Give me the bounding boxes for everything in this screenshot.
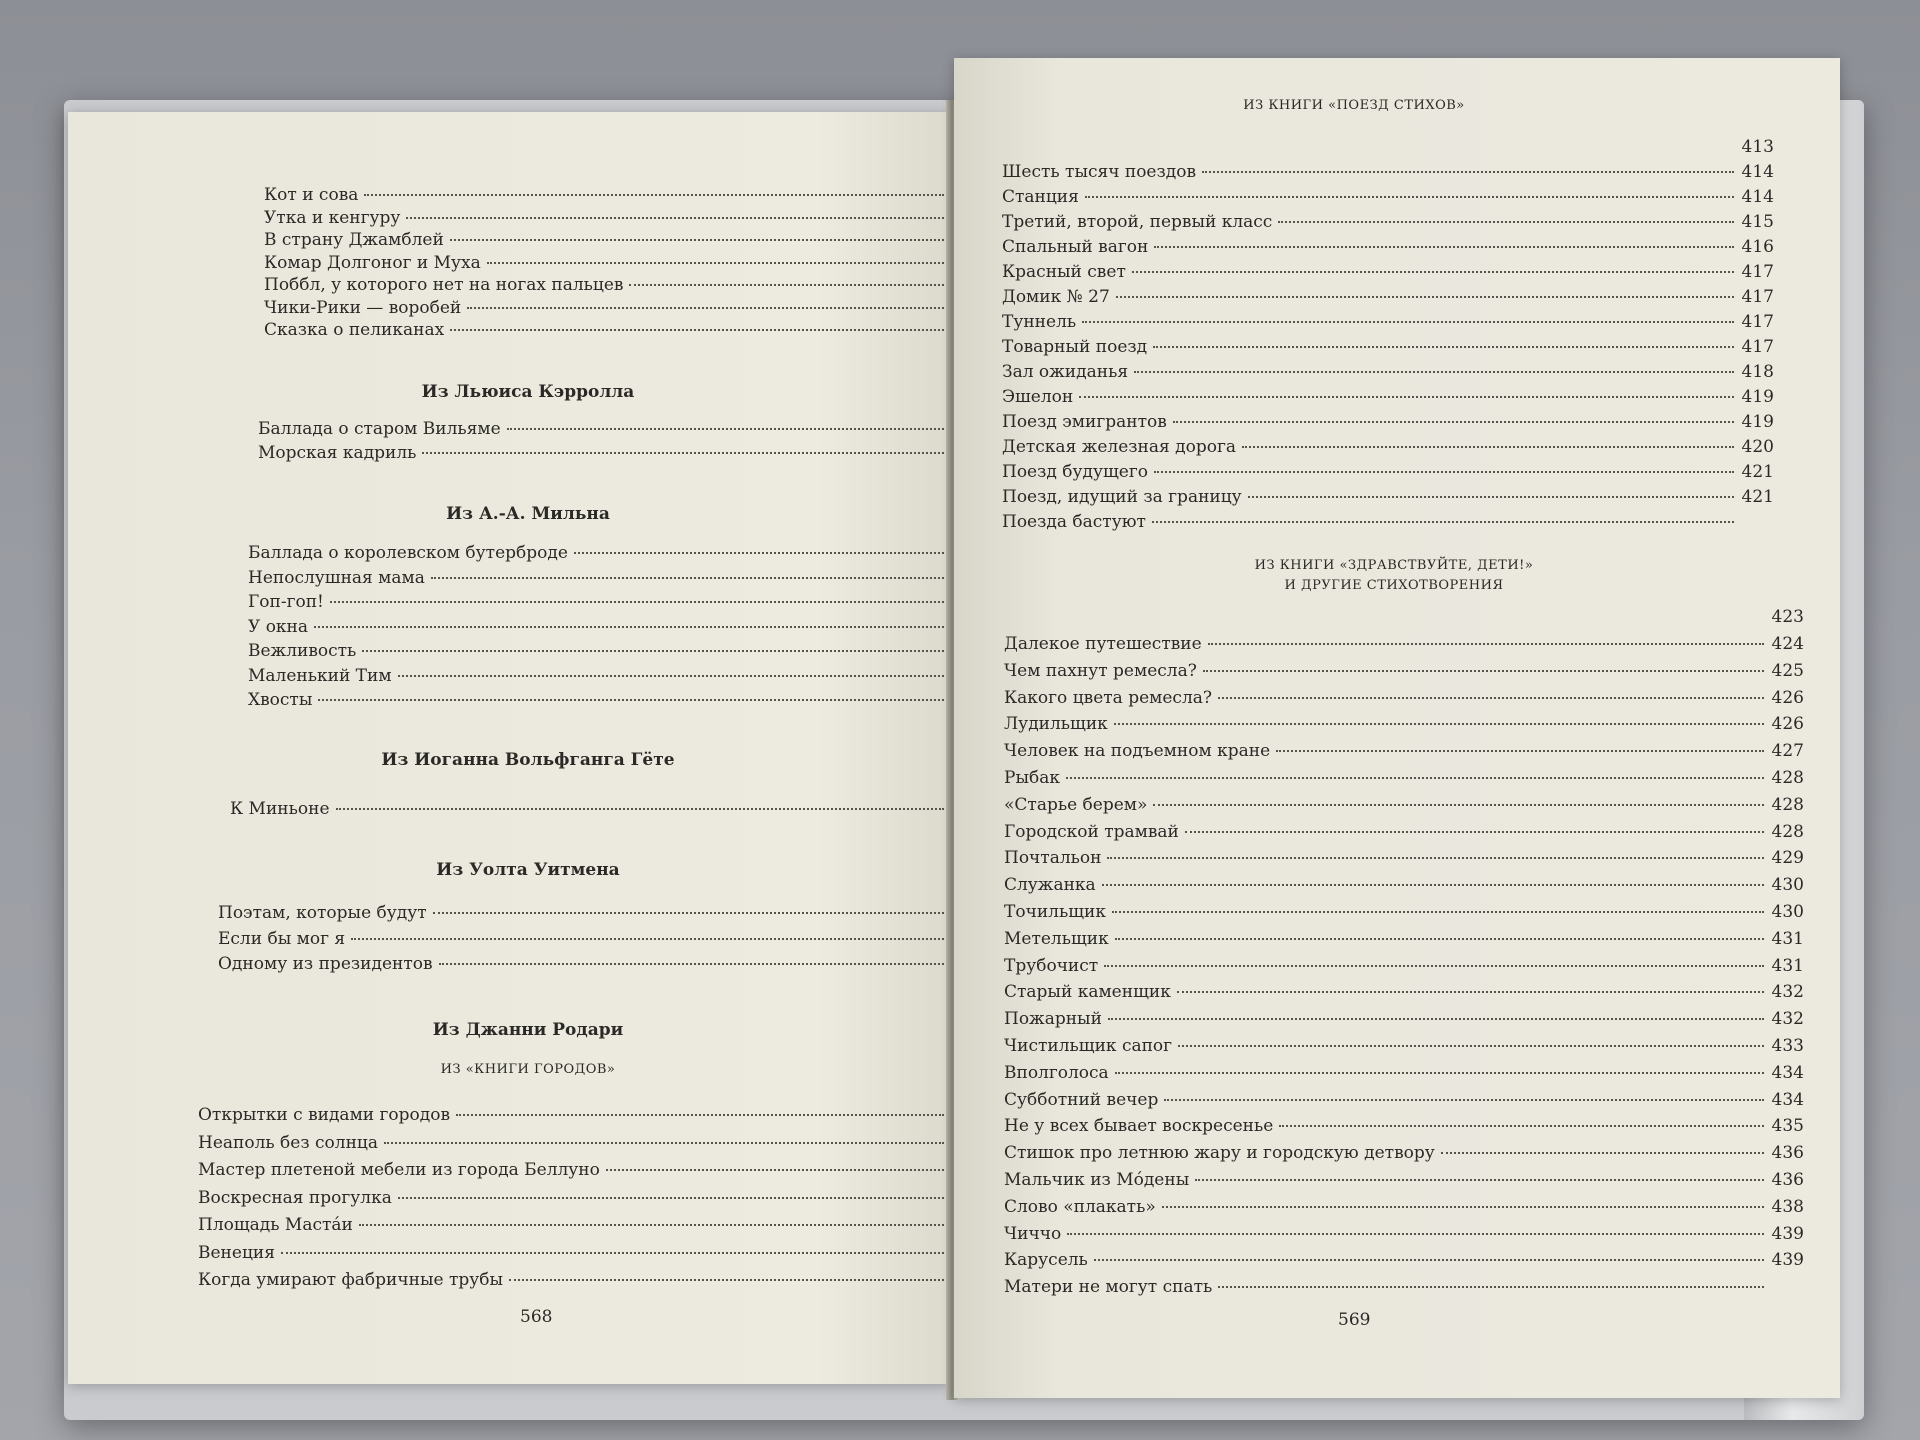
toc-entry-page: 428 [1771,768,1804,788]
toc-entry [1002,361,1774,383]
toc-entry-title: Когда умирают фабричные трубы [198,1270,503,1290]
toc-entry [1002,286,1774,308]
toc-entry-title: Поббл, у которого нет на ногах пальцев [264,275,624,295]
toc-entry-page: 420 [1741,437,1774,457]
toc-entry-title: Эшелон [1002,387,1074,407]
toc-entry [248,640,984,662]
toc-entry [264,229,984,251]
toc-entry [248,567,984,589]
toc-leader-dots [422,451,944,454]
toc-leader-dots [1153,345,1734,348]
toc-entry [248,542,984,564]
toc-entry-page: 417 [1741,337,1774,357]
toc-leader-dots [1185,830,1764,833]
right-page [954,58,1840,1398]
toc-leader-dots [359,1223,944,1226]
toc-leader-dots [1107,856,1764,859]
toc-leader-dots [1242,445,1734,448]
section-heading-rodari: Из Джанни Родари [432,1020,624,1040]
toc-entry-page: 432 [1771,982,1804,1003]
toc-entry-page: 426 [1771,714,1804,735]
toc-entry-page: 436 [1771,1143,1804,1164]
toc-entry-title: Поезд будущего [1002,462,1148,482]
toc-entry-title: Пожарный [1004,1009,1102,1030]
toc-entry [198,1187,984,1209]
toc-top-page-number: 413 [1741,137,1774,157]
toc-entry-title: Неаполь без солнца [198,1132,378,1153]
toc-entry-title: Поэтам, которые будут [218,903,427,923]
toc-leader-dots [398,674,944,677]
toc-leader-dots [433,911,944,914]
toc-leader-dots [1203,669,1764,672]
toc-entry [1004,660,1804,682]
toc-entry-title: Воскресная прогулка [198,1187,392,1208]
toc-entry-title: В страну Джамблей [264,230,444,250]
toc-leader-dots [574,551,944,554]
toc-entry-title: К Миньоне [230,799,330,819]
toc-entry-page: 416 [1741,237,1774,257]
toc-entry [1004,633,1804,655]
toc-entry [1004,1035,1804,1057]
toc-entry-title: Чики-Рики — воробей [264,297,462,318]
toc-entry-page: 428 [1771,794,1804,815]
toc-entry-page: 425 [1771,660,1804,681]
toc-entry-page: 439 [1771,1223,1804,1244]
toc-leader-dots [1132,270,1734,273]
toc-entry [258,442,984,464]
toc-leader-dots [1066,776,1764,779]
toc-entry-title: Рыбак [1004,768,1060,788]
toc-leader-dots [606,1168,944,1171]
toc-leader-dots [456,1113,944,1116]
toc-entry-title: Третий, второй, первый класс [1002,212,1273,232]
toc-leader-dots [384,1141,944,1144]
toc-entry-page: 421 [1741,487,1774,507]
toc-entry [1004,981,1804,1003]
toc-leader-dots [1134,370,1734,373]
toc-leader-dots [398,1196,944,1199]
toc-entry-title: Если бы мог я [218,928,346,949]
toc-entry-title: Баллада о старом Вильяме [258,419,501,439]
toc-entry [1004,1089,1804,1111]
toc-entry [218,928,984,950]
toc-leader-dots [629,283,944,286]
toc-entry-title: Домик № 27 [1002,287,1110,307]
toc-entry-page: 435 [1771,1116,1804,1137]
toc-entry [1004,847,1804,869]
toc-entry [198,1132,984,1154]
toc-entry-title: Служанка [1004,875,1096,896]
toc-leader-dots [1114,722,1764,725]
toc-entry [264,319,984,341]
toc-entry-title: Стишок про летнюю жару и городскую детвору [1004,1143,1435,1164]
toc-leader-dots [1279,1124,1764,1127]
toc-entry-title: Матери не могут спать [1004,1277,1213,1298]
toc-entry-title: Непослушная мама [248,567,425,588]
section-heading-whitman: Из Уолта Уитмена [436,860,620,880]
toc-entry-title: Чем пахнут ремесла? [1004,660,1197,681]
toc-entry-title: Шесть тысяч поездов [1002,162,1197,182]
toc-entry-title: Баллада о королевском бутерброде [248,543,568,563]
toc-entry-page: 432 [1771,1009,1804,1030]
toc-entry [1004,901,1804,923]
toc-entry [1004,1115,1804,1137]
toc-entry [264,184,984,206]
toc-entry-title: Точильщик [1004,902,1106,922]
toc-entry-title: Поезд, идущий за границу [1002,487,1242,507]
page-number-right: 569 [1338,1310,1371,1330]
toc-entry-title: Мальчик из Мóдены [1004,1170,1190,1190]
toc-leader-dots [1164,1098,1764,1101]
page-number-left: 568 [520,1307,553,1327]
toc-entry-page: 428 [1771,821,1804,842]
toc-leader-dots [450,328,944,331]
toc-hello-top-page-number: 423 [1771,607,1804,627]
toc-entry-title: Поезда бастуют [1002,512,1146,532]
toc-entry [1004,928,1804,950]
toc-entry [1004,1223,1804,1245]
toc-entry-title: Комар Долгоног и Муха [264,252,481,273]
toc-leader-dots [1154,470,1734,473]
toc-leader-dots [1248,495,1734,498]
toc-entry-title: Далекое путешествие [1004,634,1202,654]
toc-entry-page: 419 [1741,387,1774,407]
running-head: ИЗ КНИГИ «ПОЕЗД СТИХОВ» [1243,98,1465,113]
toc-entry-title: Вполголоса [1004,1062,1109,1083]
toc-leader-dots [364,193,944,196]
toc-entry-title: У окна [248,616,309,637]
toc-entry [248,665,984,687]
toc-leader-dots [1218,696,1764,699]
section-subheading-hello-2: И ДРУГИЕ СТИХОТВОРЕНИЯ [1284,578,1504,593]
toc-leader-dots [1115,937,1764,940]
toc-leader-dots [450,238,944,241]
toc-entry-page: 417 [1741,262,1774,282]
toc-entry [1004,821,1804,843]
toc-entry [218,953,984,975]
toc-leader-dots [1218,1285,1764,1288]
toc-entry [1002,511,1774,533]
toc-entry [1004,1062,1804,1084]
toc-entry [1002,161,1774,183]
toc-entry [1004,794,1804,816]
toc-entry-title: Не у всех бывает воскресенье [1004,1116,1274,1137]
toc-leader-dots [1112,910,1764,913]
toc-entry-title: Гоп-гоп! [248,592,324,612]
toc-entry-page: 421 [1741,462,1774,482]
toc-leader-dots [1102,883,1764,886]
toc-entry-title: Хвосты [248,690,313,710]
toc-entry-page: 430 [1771,902,1804,922]
toc-entry [1004,1169,1804,1191]
toc-entry [198,1159,984,1181]
toc-leader-dots [1152,520,1734,523]
toc-leader-dots [1067,1232,1764,1235]
toc-leader-dots [1202,170,1734,173]
section-heading-carroll: Из Льюиса Кэрролла [421,382,635,402]
toc-entry-page: 431 [1771,955,1804,976]
toc-entry [264,297,984,319]
toc-entry-page: 431 [1771,928,1804,949]
toc-entry [1004,1008,1804,1030]
toc-entry-page: 433 [1771,1036,1804,1056]
toc-entry [264,252,984,274]
toc-entry [1002,411,1774,433]
toc-leader-dots [1085,195,1734,198]
toc-entry-page: 429 [1771,848,1804,869]
toc-entry-page: 417 [1741,312,1774,332]
toc-entry-title: Старый каменщик [1004,982,1171,1003]
toc-entry-title: Спальный вагон [1002,237,1149,257]
toc-entry [1004,1142,1804,1164]
section-heading-goethe: Из Иоганна Вольфганга Гёте [381,750,675,770]
toc-entry-title: Какого цвета ремесла? [1004,687,1213,708]
toc-entry [1002,261,1774,283]
toc-entry-title: Человек на подъемном кране [1004,741,1271,762]
toc-entry-page: 414 [1741,187,1774,207]
toc-entry-title: Городской трамвай [1004,821,1179,842]
toc-leader-dots [314,625,944,628]
toc-entry-title: Утка и кенгуру [264,207,401,228]
toc-leader-dots [1154,245,1734,248]
toc-leader-dots [362,649,944,652]
toc-entry [1002,211,1774,233]
toc-entry [218,902,984,924]
toc-entry-title: Вежливость [248,641,357,661]
toc-leader-dots [1195,1178,1764,1181]
toc-leader-dots [1162,1205,1764,1208]
toc-entry-page: 427 [1771,741,1804,762]
toc-entry-title: Мастер плетеной мебели из города Беллуно [198,1160,600,1180]
toc-leader-dots [1082,320,1734,323]
toc-entry-page: 436 [1771,1170,1804,1190]
toc-leader-dots [318,698,944,701]
toc-entry-page: 434 [1771,1062,1804,1083]
toc-entry [1002,386,1774,408]
toc-leader-dots [1094,1258,1764,1261]
toc-leader-dots [1278,220,1734,223]
toc-entry-page: 417 [1741,287,1774,307]
toc-entry [1004,713,1804,735]
toc-leader-dots [1115,1071,1764,1074]
toc-leader-dots [1108,1017,1764,1020]
toc-entry [264,207,984,229]
toc-entry-title: Чиччо [1004,1223,1062,1244]
toc-entry [1002,236,1774,258]
toc-entry [198,1104,984,1126]
toc-entry [1004,1276,1804,1298]
toc-entry-title: Слово «плакать» [1004,1196,1156,1217]
toc-entry-page: 426 [1771,687,1804,708]
toc-leader-dots [330,600,944,603]
toc-leader-dots [1079,395,1734,398]
toc-leader-dots [1177,990,1764,993]
toc-entry-title: Красный свет [1002,262,1126,282]
toc-entry-title: Площадь Мастáи [198,1215,353,1235]
toc-entry [1004,1249,1804,1271]
toc-entry-title: Венеция [198,1242,275,1263]
section-subheading-hello-1: ИЗ КНИГИ «ЗДРАВСТВУЙТЕ, ДЕТИ!» [1254,558,1534,573]
toc-entry-page: 424 [1771,634,1804,654]
toc-entry-title: Субботний вечер [1004,1089,1159,1110]
toc-entry-title: «Старье берем» [1004,794,1148,815]
toc-entry [248,689,984,711]
toc-entry [1004,740,1804,762]
toc-entry-page: 419 [1741,412,1774,432]
left-page [68,112,950,1384]
toc-leader-dots [431,576,944,579]
toc-leader-dots [467,306,944,309]
toc-leader-dots [1173,420,1734,423]
toc-entry-title: Кот и сова [264,185,359,205]
toc-leader-dots [439,962,944,965]
toc-entry [1002,186,1774,208]
toc-leader-dots [336,807,944,810]
toc-leader-dots [509,1278,944,1281]
toc-entry-page: 414 [1741,162,1774,182]
toc-entry-page: 415 [1741,212,1774,232]
toc-entry-page: 418 [1741,362,1774,382]
toc-entry [1004,955,1804,977]
toc-entry [248,591,984,613]
section-heading-milne: Из А.-А. Мильна [446,504,610,524]
toc-leader-dots [406,216,944,219]
toc-entry-title: Почтальон [1004,848,1102,869]
toc-entry-title: Сказка о пеликанах [264,320,445,340]
toc-entry [1004,687,1804,709]
toc-entry-title: Туннель [1002,312,1077,332]
toc-entry [198,1242,984,1264]
toc-entry-title: Детская железная дорога [1002,437,1236,457]
toc-entry-title: Лудильщик [1004,714,1108,735]
toc-leader-dots [1276,749,1764,752]
toc-entry [230,798,984,820]
toc-entry-title: Карусель [1004,1250,1088,1271]
toc-entry-title: Трубочист [1004,955,1099,976]
toc-entry-title: Зал ожиданья [1002,362,1129,382]
toc-leader-dots [1208,642,1764,645]
toc-entry [264,274,984,296]
toc-entry-page: 438 [1771,1196,1804,1217]
toc-entry-title: Поезд эмигрантов [1002,412,1167,432]
toc-entry [1004,1196,1804,1218]
toc-entry [1002,336,1774,358]
toc-entry-title: Маленький Тим [248,665,392,686]
toc-entry-title: Морская кадриль [258,443,417,463]
toc-entry [1002,311,1774,333]
section-subheading-rodari: ИЗ «КНИГИ ГОРОДОВ» [440,1062,616,1077]
toc-entry-page: 439 [1771,1250,1804,1271]
toc-entry [1002,461,1774,483]
toc-entry [248,616,984,638]
toc-entry-title: Чистильщик сапог [1004,1036,1173,1056]
toc-entry [1002,436,1774,458]
toc-leader-dots [1153,803,1764,806]
toc-entry-title: Метельщик [1004,928,1109,949]
toc-leader-dots [281,1251,944,1254]
toc-leader-dots [507,427,944,430]
toc-entry-title: Товарный поезд [1002,337,1148,357]
toc-entry-title: Одному из президентов [218,954,433,974]
toc-leader-dots [1116,295,1734,298]
toc-entry [258,418,984,440]
toc-entry [1002,486,1774,508]
toc-entry [1004,874,1804,896]
toc-entry [198,1214,984,1236]
toc-entry-title: Станция [1002,187,1079,207]
toc-leader-dots [1441,1151,1764,1154]
toc-entry-page: 434 [1771,1089,1804,1110]
toc-entry-title: Открытки с видами городов [198,1105,451,1125]
toc-leader-dots [1104,964,1764,967]
toc-leader-dots [351,937,944,940]
toc-entry [198,1269,984,1291]
toc-entry [1004,767,1804,789]
toc-entry-page: 430 [1771,875,1804,896]
toc-leader-dots [1178,1044,1764,1047]
toc-leader-dots [487,261,944,264]
